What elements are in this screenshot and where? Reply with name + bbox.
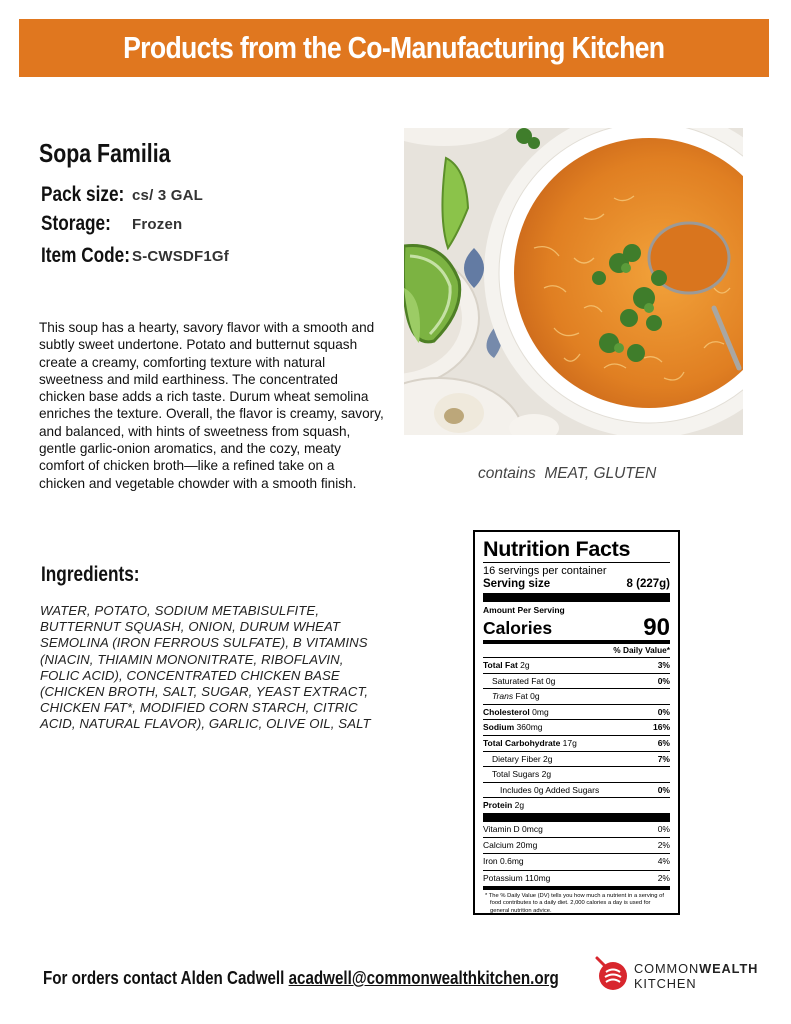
nutrient-row-trans-fat: Trans Fat 0g xyxy=(483,688,670,704)
ingredients-list: WATER, POTATO, SODIUM METABISULFITE, BUTTERNUT SQUASH, ONION, DURUM WHEAT SEMOLINA (IRON FERROUS SULFATE), B VITAMINS (NIACIN, THIAMIN MONONITRATE, RIBOFLAVIN, FOLIC ACID), CONCENTRATED CHICKEN BASE (CHICKEN BROTH, SALT, SUGAR, YEAST EXTRACT, CHICKEN FAT*, MODIFIED CORN STARCH, CITRIC ACID, NATURAL FLAVOR), GARLIC, OLIVE OIL, SALT xyxy=(40,603,371,732)
vitamin-row-calcium: Calcium 20mg 2% xyxy=(483,837,670,853)
allergen-statement: contains MEAT, GLUTEN xyxy=(478,465,657,482)
logo-wordmark: COMMONWEALTH KITCHEN xyxy=(634,961,759,991)
nutrition-title: Nutrition Facts xyxy=(483,537,631,561)
order-contact xyxy=(43,967,672,989)
contact-email-link[interactable]: acadwell@commonwealthkitchen.org xyxy=(288,967,559,988)
daily-value-header: % Daily Value* xyxy=(613,645,670,655)
nutrient-row-sodium: Sodium 360mg 16% xyxy=(483,719,670,735)
nutrient-row-total-carbohydrate: Total Carbohydrate 17g 6% xyxy=(483,735,670,751)
soup-bowl-illustration xyxy=(404,128,743,435)
nutrient-row-dietary-fiber: Dietary Fiber 2g 7% xyxy=(483,751,670,767)
servings-per-container: 16 servings per container xyxy=(483,565,607,577)
spec-value: Frozen xyxy=(132,216,183,233)
product-description: This soup has a hearty, savory flavor with a smooth and subtly sweet undertone. Potato and butternut squash create a creamy, comforting texture with natural sweetness and mild earthiness. The concentrated chicken base adds a rich taste. Durum wheat semolina enriches the texture. Overall, the flavor is creamy, savory, and balanced, with hints of sweetness from squash, gentle garlic-onion aromatics, and the cozy, meaty comfort of chicken broth—like a refined take on a chicken and vegetable chowder with a smooth finish. xyxy=(39,320,384,491)
calories-value: 90 xyxy=(643,614,670,641)
calories-label: Calories xyxy=(483,618,553,638)
serving-size-value: 8 (227g) xyxy=(626,578,670,590)
spec-label: Pack size: xyxy=(41,183,125,206)
header-banner xyxy=(19,19,769,77)
spec-label: Storage: xyxy=(41,212,111,235)
spec-pack-size xyxy=(41,183,371,209)
nutrient-row-saturated-fat: Saturated Fat 0g 0% xyxy=(483,673,670,689)
commonwealth-kitchen-logo xyxy=(594,955,764,995)
serving-size xyxy=(483,577,670,591)
spec-label: Item Code: xyxy=(41,244,130,267)
nutrient-row-total-fat: Total Fat 2g 3% xyxy=(483,657,670,673)
spec-value: S-CWSDF1Gf xyxy=(132,248,229,265)
spec-value: cs/ 3 GAL xyxy=(132,187,203,204)
nutrient-row-added-sugars: Includes 0g Added Sugars 0% xyxy=(483,782,670,798)
ingredients-heading: Ingredients: xyxy=(41,563,140,586)
daily-value-footnote: * The % Daily Value (DV) tells you how much a nutrient in a serving of food contributes to a daily diet. 2,000 calories a day is used for general nutrition advice. xyxy=(485,892,664,914)
nutrient-row-cholesterol: Cholesterol 0mg 0% xyxy=(483,704,670,720)
nutrient-row-total-sugars: Total Sugars 2g xyxy=(483,766,670,782)
product-name: Sopa Familia xyxy=(39,138,171,168)
page-title: Products from the Co-Manufacturing Kitchen xyxy=(123,30,665,65)
vitamin-row-potassium: Potassium 110mg 2% xyxy=(483,870,670,886)
vitamin-row-vitamin-d: Vitamin D 0mcg 0% xyxy=(483,823,670,834)
vitamin-row-iron: Iron 0.6mg 4% xyxy=(483,853,670,869)
contact-text: For orders contact Alden Cadwell xyxy=(43,967,285,988)
commonwealth-kitchen-logo-icon xyxy=(594,955,632,995)
spec-storage xyxy=(41,212,371,238)
nutrient-row-protein: Protein 2g xyxy=(483,797,670,813)
nutrition-facts-panel xyxy=(473,530,680,915)
spec-item-code xyxy=(41,244,371,270)
amount-per-serving: Amount Per Serving xyxy=(483,605,565,615)
soup-bowl-photo xyxy=(404,128,743,435)
serving-size-label: Serving size xyxy=(483,578,551,590)
calories-row xyxy=(483,615,670,640)
